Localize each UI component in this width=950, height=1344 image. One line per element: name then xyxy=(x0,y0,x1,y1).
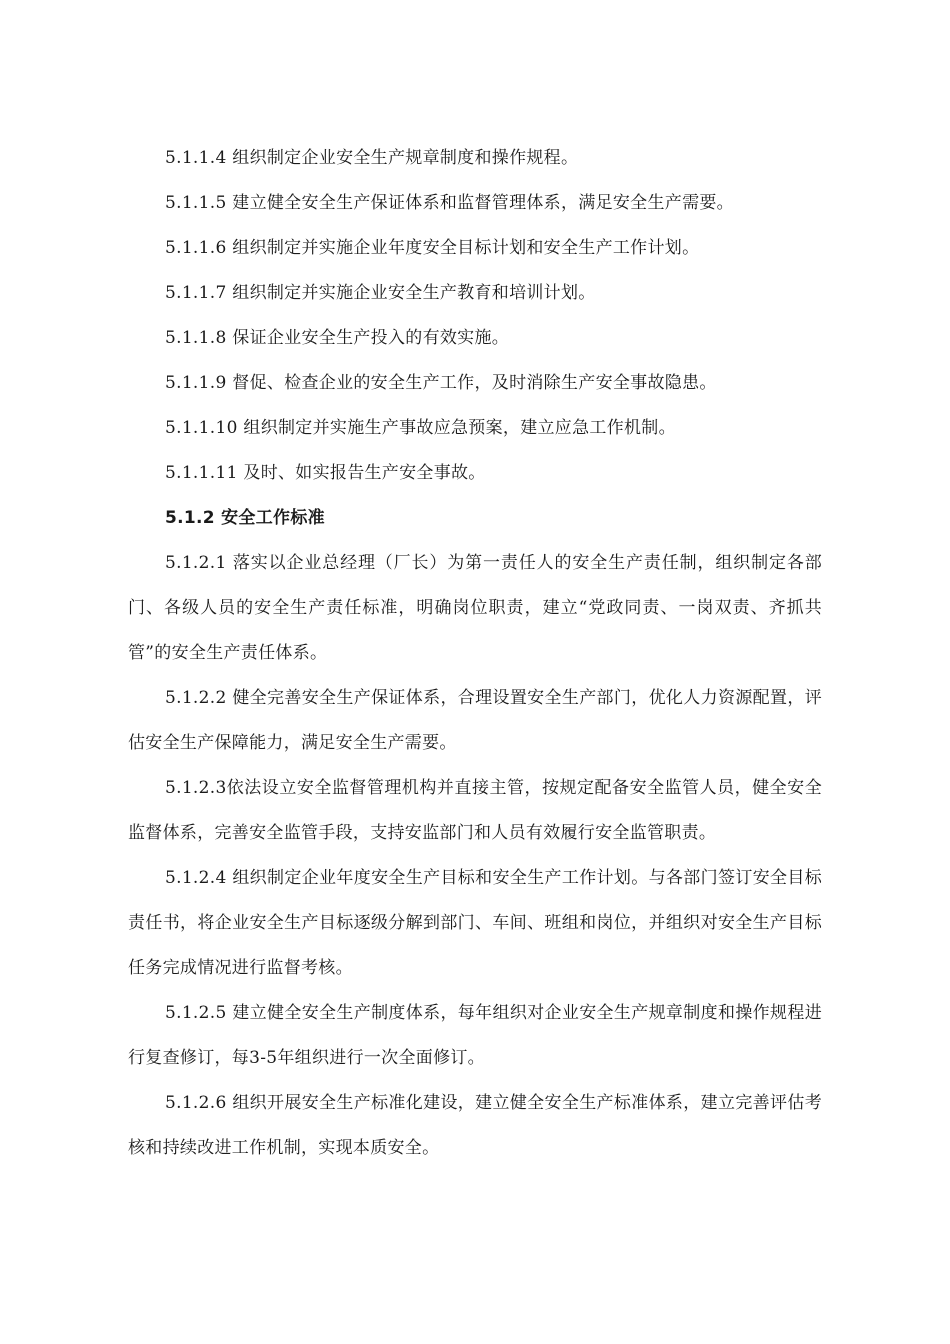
clause-5-1-1-4: 5.1.1.4 组织制定企业安全生产规章制度和操作规程。 xyxy=(165,148,579,168)
clause-5-1-1-11: 5.1.1.11 及时、如实报告生产安全事故。 xyxy=(165,463,486,483)
clause-5-1-1-6: 5.1.1.6 组织制定并实施企业年度安全目标计划和安全生产工作计划。 xyxy=(165,238,700,258)
clause-5-1-1-7: 5.1.1.7 组织制定并实施企业安全生产教育和培训计划。 xyxy=(165,283,596,303)
clause-5-1-2-3: 5.1.2.3依法设立安全监督管理机构并直接主管，按规定配备安全监管人员，健全安全监督体系，完善安全监管手段，支持安监部门和人员有效履行安全监管职责。 xyxy=(128,778,822,843)
section-heading: 5.1.2 安全工作标准 xyxy=(165,508,325,528)
document-body xyxy=(128,136,822,1171)
clause-5-1-1-9: 5.1.1.9 督促、检查企业的安全生产工作，及时消除生产安全事故隐患。 xyxy=(165,373,717,393)
clause-5-1-2-2: 5.1.2.2 健全完善安全生产保证体系，合理设置安全生产部门，优化人力资源配置，评估安全生产保障能力，满足安全生产需要。 xyxy=(128,688,822,753)
clause-5-1-1-10: 5.1.1.10 组织制定并实施生产事故应急预案，建立应急工作机制。 xyxy=(165,418,676,438)
clause-5-1-2-5: 5.1.2.5 建立健全安全生产制度体系，每年组织对企业安全生产规章制度和操作规程进行复查修订，每3-5年组织进行一次全面修订。 xyxy=(128,1003,822,1068)
clause-5-1-2-4: 5.1.2.4 组织制定企业年度安全生产目标和安全生产工作计划。与各部门签订安全目标责任书，将企业安全生产目标逐级分解到部门、车间、班组和岗位，并组织对安全生产目标任务完成情况进行监督考核。 xyxy=(128,868,822,978)
clause-5-1-2-1: 5.1.2.1 落实以企业总经理（厂长）为第一责任人的安全生产责任制，组织制定各部门、各级人员的安全生产责任标准，明确岗位职责，建立“党政同责、一岗双责、齐抓共管”的安全生产责任体系。 xyxy=(128,553,822,663)
clause-5-1-1-5: 5.1.1.5 建立健全安全生产保证体系和监督管理体系，满足安全生产需要。 xyxy=(165,193,734,213)
clause-5-1-1-8: 5.1.1.8 保证企业安全生产投入的有效实施。 xyxy=(165,328,510,348)
clause-5-1-2-6: 5.1.2.6 组织开展安全生产标准化建设，建立健全安全生产标准体系，建立完善评估考核和持续改进工作机制，实现本质安全。 xyxy=(128,1093,822,1158)
